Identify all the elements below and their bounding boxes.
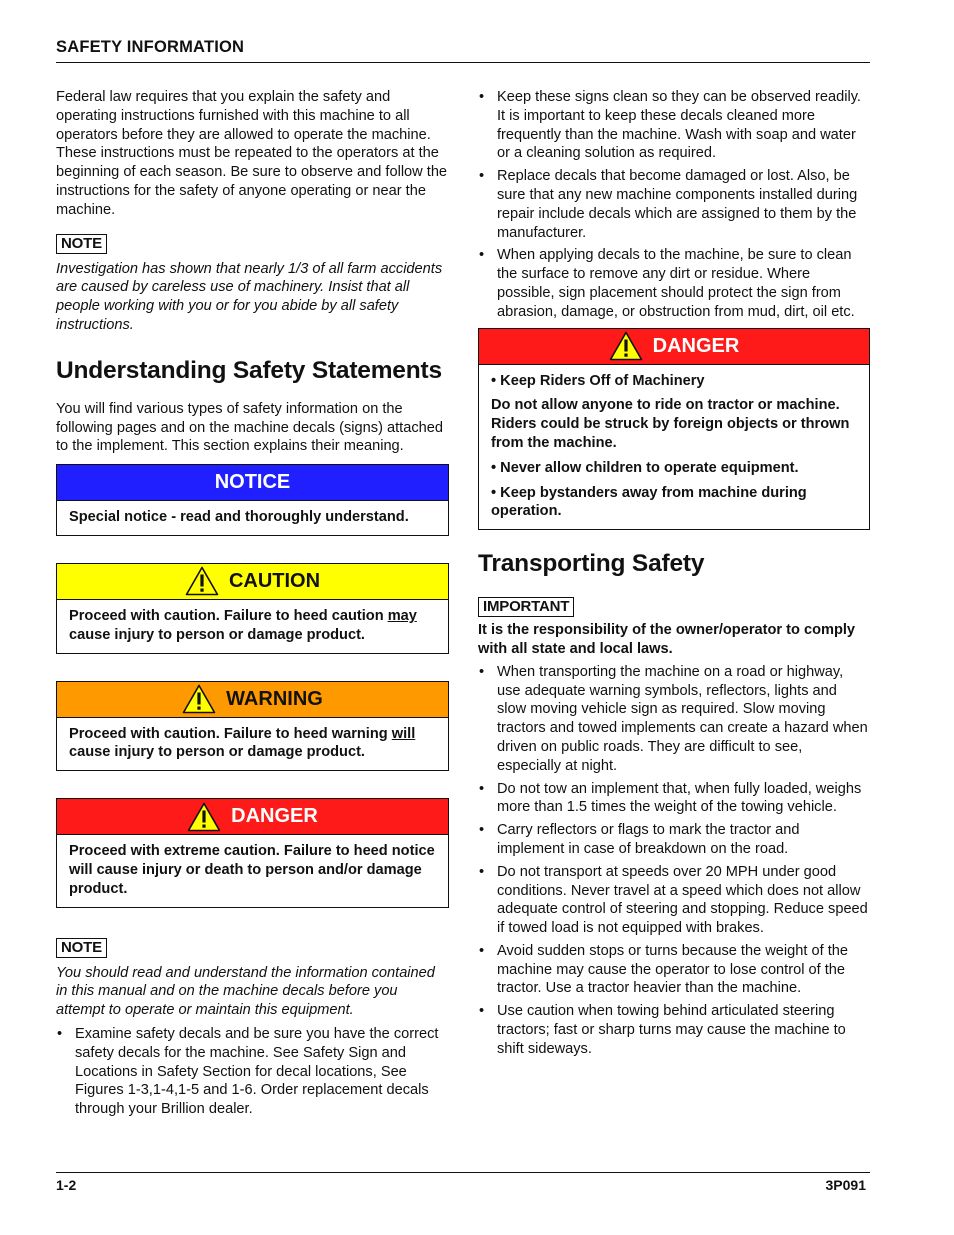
caution-body [57, 600, 448, 653]
list-item: • Examine safety decals and be sure you have the correct safety decals for the machine. See Safety Sign and Locations in Safety Section for decal locations, See Figures 1-3,1-4,1-5 and 1-6. Order replacement decals through your Brillion dealer. [56, 1025, 449, 1119]
danger-box [56, 798, 449, 907]
notice-body [57, 501, 448, 535]
danger-line: • Keep Riders Off of Machinery [491, 372, 705, 389]
understanding-paragraph: You will find various types of safety information on the following pages and on the machine decals (signs) attached to the implement. This section explains their meaning. [56, 400, 443, 455]
intro-paragraph: Federal law requires that you explain the safety and operating instructions furnished with this machine to all operators before they are allowed to operate the machine. These instructions must be repeated to the operators at the beginning of each season. Be sure to observe and follow the instructions for the safety of anyone operating or near the machine. [56, 89, 448, 218]
list-item: • Carry reflectors or flags to mark the tractor and implement in case of breakdown on the road. [478, 821, 870, 859]
left-bullet-list [56, 1025, 449, 1119]
heading-understanding-safety: Understanding Safety Statements [56, 356, 442, 384]
section-title: SAFETY INFORMATION [56, 38, 245, 56]
warning-label: WARNING [226, 687, 323, 710]
right-column [478, 88, 870, 1063]
notice-box [56, 464, 449, 536]
warning-header [57, 682, 448, 718]
riders-danger-box [478, 328, 870, 531]
danger-line: • Keep bystanders away from machine during operation. [491, 484, 807, 520]
danger-text: Proceed with extreme caution. Failure to heed notice will cause injury or death to person and/or damage product. [69, 843, 435, 897]
danger-body [479, 365, 869, 530]
page-number: 1-2 [56, 1177, 77, 1193]
caution-text: Proceed with caution. Failure to heed caution may cause injury to person or damage product. [69, 607, 417, 643]
caution-label: CAUTION [228, 570, 321, 593]
important-text: It is the responsibility of the owner/operator to comply with all state and local laws. [478, 622, 856, 657]
warning-triangle-icon [609, 331, 643, 361]
decal-bullet-list [478, 88, 870, 322]
warning-body [57, 718, 448, 771]
danger-label: DANGER [231, 805, 318, 828]
list-item: • Keep these signs clean so they can be observed readily. It is important to keep these decals cleaned more frequently than the machine. Wash with soap and water or a cleaning solution as required. [478, 88, 870, 163]
danger-line: • Never allow children to operate equipment. [491, 459, 799, 476]
note-label: NOTE [56, 938, 107, 958]
danger-header [479, 329, 869, 365]
list-item: • When transporting the machine on a road or highway, use adequate warning symbols, reflectors, lights and slow moving vehicle sign as required. Slow moving tractors and towed implements can create a hazard when driven on public roads. They are difficult to see, especially at night. [478, 663, 870, 776]
document-id: 3P091 [825, 1177, 866, 1193]
important-label: IMPORTANT [478, 597, 574, 617]
caution-box [56, 563, 449, 654]
page-header [56, 38, 870, 63]
list-item: • Do not transport at speeds over 20 MPH under good conditions. Never travel at a speed which does not allow adequate control of steering and stopping. Reduce speed if towed load is not equipped with brakes. [478, 863, 870, 938]
left-column [56, 88, 449, 1123]
warning-triangle-icon [182, 684, 216, 714]
danger-body [57, 835, 448, 906]
warning-triangle-icon [187, 802, 221, 832]
important-block [478, 597, 870, 659]
note-1 [56, 234, 449, 335]
warning-triangle-icon [185, 566, 219, 596]
notice-header [57, 465, 448, 501]
note-label: NOTE [56, 234, 107, 254]
list-item: • Use caution when towing behind articulated steering tractors; fast or sharp turns may cause the machine to shift sideways. [478, 1002, 870, 1058]
list-item: • Replace decals that become damaged or lost. Also, be sure that any new machine components installed during repair include decals which are assigned to them by the manufacturer. [478, 167, 870, 242]
notice-label: NOTICE [214, 471, 291, 494]
heading-transporting-safety: Transporting Safety [478, 550, 705, 578]
warning-box [56, 681, 449, 772]
caution-header [57, 564, 448, 600]
warning-text: Proceed with caution. Failure to heed warning will cause injury to person or damage product. [69, 725, 416, 761]
list-item: • Avoid sudden stops or turns because the weight of the machine may cause the operator to lose control of the tractor. Use a tractor heavier than the machine. [478, 942, 870, 998]
note-text: You should read and understand the information contained in this manual and on the machine decals before you attempt to operate or maintain this equipment. [56, 964, 435, 1019]
danger-line: Do not allow anyone to ride on tractor or machine. Riders could be struck by foreign objects or thrown from the machine. [491, 397, 850, 451]
danger-header [57, 799, 448, 835]
list-item: • When applying decals to the machine, be sure to clean the surface to remove any dirt or residue. Where possible, sign placement should protect the sign from abrasion, damage, or obstruction from mud, dirt, oil etc. [478, 246, 870, 321]
note-2 [56, 938, 449, 1020]
notice-text: Special notice - read and thoroughly understand. [69, 509, 409, 526]
list-item: • Do not tow an implement that, when fully loaded, weighs more than 1.5 times the weight of the towing vehicle. [478, 780, 870, 818]
danger-label: DANGER [652, 334, 740, 357]
note-text: Investigation has shown that nearly 1/3 of all farm accidents are caused by careless use of machinery. Insist that all people working with you or for you abide by all safety instructions. [56, 260, 443, 333]
page-footer [56, 1172, 870, 1195]
transport-bullet-list [478, 663, 870, 1059]
